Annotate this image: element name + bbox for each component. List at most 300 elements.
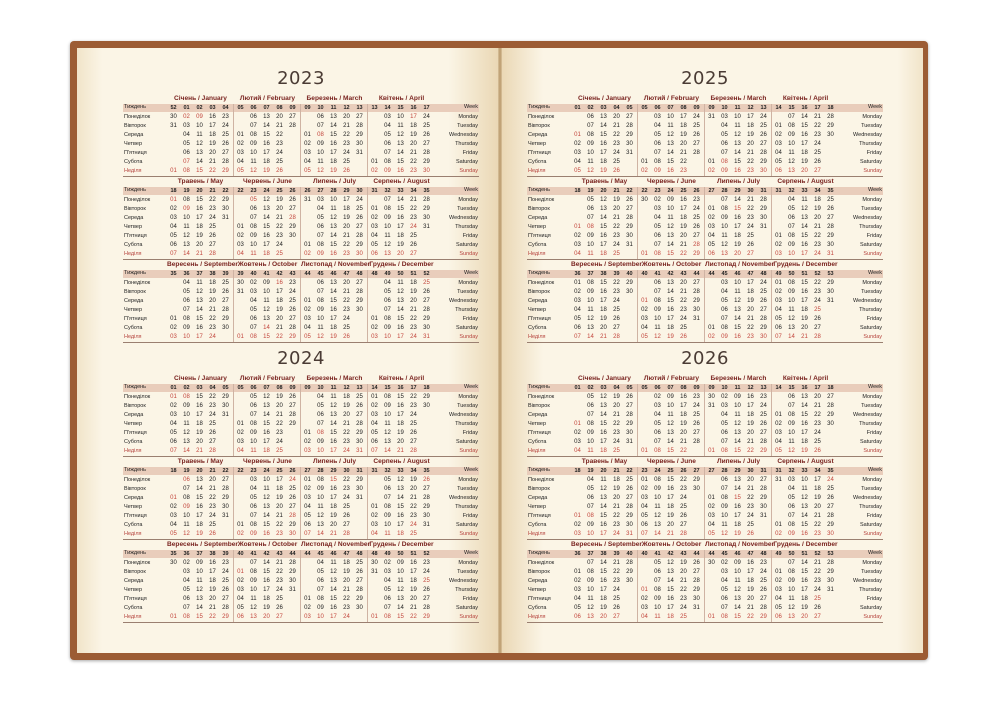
week-number: 09 [708,385,715,391]
calendar-day: 30 [827,289,834,295]
calendar-day: 28 [613,334,620,340]
day-label-ua: Середа [124,495,144,501]
calendar-day: 27 [814,325,821,331]
calendar-day: 23 [276,578,283,584]
calendar-day: 06 [654,233,661,239]
week-number: 39 [613,271,620,277]
calendar-day: 08 [788,123,795,129]
calendar-day: 07 [317,421,324,427]
week-number: 23 [654,188,661,194]
day-label-ua: Понеділок [528,114,555,120]
calendar-day: 30 [371,560,378,566]
calendar-day: 20 [410,596,417,602]
calendar-day: 17 [801,587,808,593]
calendar-day: 09 [721,215,728,221]
calendar-day: 06 [371,439,378,445]
calendar-day: 05 [721,421,728,427]
calendar-day: 10 [196,123,203,129]
month-divider [300,467,301,540]
calendar-day: 15 [397,159,404,165]
calendar-day: 16 [600,289,607,295]
calendar-day: 28 [343,531,350,537]
calendar-day: 04 [654,412,661,418]
calendar-day: 09 [654,307,661,313]
calendar-day: 04 [574,448,581,454]
month-name: Квітень / April [782,375,829,382]
calendar-day: 13 [196,596,203,602]
day-row-thursday [527,306,883,315]
calendar-day: 28 [827,560,834,566]
calendar-day: 08 [587,569,594,575]
calendar-day: 16 [600,522,607,528]
year-title: 2024 [277,348,325,369]
calendar-day: 20 [747,141,754,147]
week-number: 04 [209,385,216,391]
calendar-day: 27 [356,578,363,584]
calendar-day: 16 [801,132,808,138]
week-number: 04 [613,385,620,391]
day-label-ua: Понеділок [528,197,555,203]
calendar-day: 30 [626,289,633,295]
week-number: 07 [667,385,674,391]
calendar-day: 07 [587,412,594,418]
calendar-day: 03 [654,206,661,212]
calendar-day: 22 [209,168,216,174]
calendar-day: 03 [641,495,648,501]
calendar-day: 31 [237,289,244,295]
calendar-day: 14 [734,197,741,203]
week-number: 18 [170,468,177,474]
week-number: 28 [721,468,728,474]
calendar-day: 11 [330,560,337,566]
calendar-day: 11 [801,486,808,492]
calendar-day: 03 [654,114,661,120]
month-header-row [527,177,883,187]
day-label-ua: Понеділок [528,280,555,286]
calendar-day: 26 [814,316,821,322]
week-number-row [527,467,883,475]
calendar-day: 19 [209,289,216,295]
calendar-day: 10 [263,289,270,295]
calendar-day: 04 [641,504,648,510]
calendar-day: 05 [721,132,728,138]
calendar-day: 04 [304,504,311,510]
calendar-day: 24 [410,334,417,340]
calendar-day: 05 [574,316,581,322]
day-label-en: Thursday [859,141,882,147]
calendar-day: 12 [196,289,203,295]
calendar-day: 23 [209,206,216,212]
calendar-day: 06 [587,495,594,501]
calendar-day: 27 [222,298,229,304]
calendar-day: 03 [775,587,782,593]
calendar-day: 23 [276,531,283,537]
calendar-day: 13 [263,504,270,510]
calendar-day: 29 [626,513,633,519]
calendar-day: 16 [263,531,270,537]
calendar-day: 10 [183,215,190,221]
calendar-day: 21 [343,587,350,593]
calendar-day: 22 [747,495,754,501]
calendar-day: 26 [356,403,363,409]
day-row-wednesday [527,577,883,586]
calendar-day: 02 [721,560,728,566]
calendar-day: 31 [423,334,430,340]
calendar-day: 23 [209,325,216,331]
calendar-day: 07 [250,123,257,129]
calendar-day: 04 [775,150,782,156]
week-number: 12 [343,385,350,391]
calendar-day: 25 [747,233,754,239]
day-label-en: Saturday [455,522,478,528]
calendar-day: 23 [760,394,767,400]
day-label-en: Monday [458,477,478,483]
calendar-day: 04 [574,307,581,313]
week-number: 31 [760,468,767,474]
day-label-en: Sunday [459,614,478,620]
calendar-day: 22 [680,251,687,257]
month-name: Лютий / February [643,95,700,102]
calendar-day: 30 [237,280,244,286]
calendar-day: 27 [209,242,216,248]
week-number: 11 [330,385,337,391]
week-number: 49 [384,551,391,557]
day-label-ua: Неділя [528,251,546,257]
calendar-day: 03 [641,605,648,611]
calendar-day: 13 [317,522,324,528]
calendar-day: 05 [183,289,190,295]
calendar-day: 14 [397,150,404,156]
calendar-day: 07 [775,334,782,340]
calendar-day: 24 [209,513,216,519]
month-header-row [527,540,883,550]
week-number: 45 [721,271,728,277]
calendar-day: 18 [600,307,607,313]
calendar-day: 20 [801,325,808,331]
calendar-day: 18 [263,596,270,602]
calendar-day: 06 [250,316,257,322]
calendar-day: 04 [384,123,391,129]
calendar-day: 29 [693,298,700,304]
month-name: Червень / June [647,178,696,185]
week-number: 48 [371,551,378,557]
calendar-day: 05 [304,168,311,174]
calendar-day: 22 [613,280,620,286]
month-divider [637,104,638,177]
calendar-day: 24 [410,522,417,528]
year-title: 2023 [277,68,325,89]
day-label-en: Friday [462,596,478,602]
calendar-day: 01 [641,477,648,483]
day-row-sunday [123,613,479,622]
week-number: 25 [276,188,283,194]
day-row-tuesday [123,402,479,411]
calendar-day: 01 [304,430,311,436]
week-number: 44 [289,551,296,557]
calendar-day: 31 [423,522,430,528]
calendar-day: 13 [734,596,741,602]
week-number: 37 [587,271,594,277]
calendar-day: 11 [734,412,741,418]
quarter-divider [123,342,479,343]
calendar-day: 15 [397,206,404,212]
day-label-ua: Понеділок [124,394,151,400]
day-label-ua: Понеділок [124,280,151,286]
left-page [77,48,499,653]
calendar-day: 12 [196,141,203,147]
calendar-day: 30 [641,197,648,203]
calendar-day: 06 [574,325,581,331]
calendar-day: 17 [410,114,417,120]
calendar-day: 07 [317,587,324,593]
calendar-day: 12 [250,605,257,611]
calendar-day: 24 [276,439,283,445]
week-number: 13 [356,385,363,391]
calendar-day: 27 [289,403,296,409]
calendar-day: 22 [814,233,821,239]
calendar-day: 29 [289,334,296,340]
day-row-friday [527,315,883,324]
calendar-day: 27 [222,477,229,483]
week-number: 21 [209,188,216,194]
month-name: Січень / January [174,95,227,102]
calendar-day: 26 [693,132,700,138]
calendar-day: 23 [680,307,687,313]
month-divider [704,384,705,457]
calendar-day: 21 [343,233,350,239]
calendar-day: 18 [747,412,754,418]
calendar-day: 08 [587,224,594,230]
calendar-day: 18 [343,394,350,400]
calendar-day: 05 [708,531,715,537]
calendar-day: 28 [356,123,363,129]
week-number: 08 [680,105,687,111]
calendar-day: 31 [693,605,700,611]
calendar-day: 27 [626,114,633,120]
calendar-day: 13 [384,439,391,445]
calendar-day: 08 [721,495,728,501]
calendar-day: 30 [423,215,430,221]
week-number: 10 [317,385,324,391]
month-divider [704,187,705,260]
day-label-en: Friday [462,430,478,436]
calendar-day: 25 [814,150,821,156]
calendar-day: 14 [734,486,741,492]
calendar-day: 11 [196,132,203,138]
calendar-day: 17 [330,614,337,620]
year-grid [123,94,479,343]
calendar-day: 20 [343,224,350,230]
calendar-day: 13 [801,215,808,221]
calendar-day: 22 [276,334,283,340]
calendar-day: 14 [801,224,808,230]
calendar-day: 23 [276,233,283,239]
calendar-day: 17 [209,123,216,129]
week-number: 45 [317,271,324,277]
day-label-en: Monday [458,560,478,566]
calendar-day: 26 [289,307,296,313]
calendar-day: 28 [693,289,700,295]
month-header-row [123,374,479,384]
month-name: Липень / July [312,178,357,185]
calendar-day: 13 [183,242,190,248]
day-label-en: Thursday [455,224,478,230]
calendar-day: 22 [343,477,350,483]
week-label-ua: Тиждень [124,384,147,390]
calendar-day: 14 [788,334,795,340]
calendar-day: 13 [600,403,607,409]
calendar-day: 28 [760,605,767,611]
calendar-day: 19 [330,334,337,340]
calendar-day: 09 [788,242,795,248]
quarter-divider [527,342,883,343]
calendar-quarter [123,540,479,623]
month-name: Березень / March [306,95,363,102]
calendar-day: 20 [747,596,754,602]
calendar-day: 27 [222,596,229,602]
calendar-day: 16 [667,486,674,492]
calendar-day: 21 [747,605,754,611]
day-label-ua: Вівторок [528,206,550,212]
right-page [501,48,923,653]
calendar-day: 14 [667,439,674,445]
calendar-day: 06 [788,504,795,510]
calendar-day: 24 [356,197,363,203]
calendar-day: 24 [613,150,620,156]
calendar-day: 23 [343,605,350,611]
calendar-day: 31 [827,298,834,304]
month-name: Січень / January [578,95,631,102]
day-label-ua: Середа [124,298,144,304]
calendar-day: 23 [680,596,687,602]
calendar-day: 30 [760,168,767,174]
calendar-day: 04 [371,421,378,427]
calendar-day: 06 [384,596,391,602]
day-label-ua: Четвер [528,587,547,593]
week-number: 46 [330,551,337,557]
calendar-day: 24 [276,587,283,593]
calendar-day: 02 [304,307,311,313]
calendar-day: 23 [343,251,350,257]
calendar-day: 17 [410,569,417,575]
calendar-day: 09 [734,394,741,400]
week-number: 40 [641,551,648,557]
week-number: 05 [237,105,244,111]
week-number: 34 [814,188,821,194]
calendar-day: 12 [263,394,270,400]
calendar-day: 13 [667,141,674,147]
calendar-day: 26 [760,421,767,427]
calendar-day: 10 [734,280,741,286]
calendar-day: 24 [613,298,620,304]
week-number: 44 [304,271,311,277]
calendar-day: 21 [747,486,754,492]
week-number: 39 [237,271,244,277]
week-number: 24 [667,188,674,194]
calendar-day: 01 [641,159,648,165]
calendar-day: 03 [574,531,581,537]
calendar-day: 18 [276,486,283,492]
calendar-day: 13 [397,141,404,147]
calendar-day: 28 [423,495,430,501]
calendar-day: 15 [196,495,203,501]
calendar-day: 14 [330,421,337,427]
calendar-day: 16 [397,168,404,174]
calendar-day: 10 [734,114,741,120]
calendar-day: 04 [237,448,244,454]
week-label-ua: Тиждень [124,467,147,473]
calendar-day: 29 [356,477,363,483]
calendar-day: 22 [410,159,417,165]
calendar-day: 19 [613,394,620,400]
week-number: 20 [196,468,203,474]
day-row-friday [527,429,883,438]
calendar-quarter [527,374,883,457]
calendar-day: 05 [304,334,311,340]
week-number: 13 [760,385,767,391]
month-divider [233,187,234,260]
calendar-day: 30 [760,215,767,221]
day-label-en: Friday [866,233,882,239]
calendar-day: 19 [196,531,203,537]
calendar-day: 09 [654,596,661,602]
calendar-day: 08 [654,448,661,454]
day-label-en: Saturday [455,159,478,165]
calendar-day: 30 [222,206,229,212]
calendar-day: 25 [222,132,229,138]
calendar-day: 26 [626,197,633,203]
week-number: 36 [183,271,190,277]
calendar-day: 11 [587,596,594,602]
month-name: Вересень / September [167,541,238,548]
calendar-day: 18 [747,289,754,295]
day-label-ua: Четвер [124,141,143,147]
week-number: 16 [410,105,417,111]
calendar-day: 15 [801,233,808,239]
month-name: Червень / June [647,458,696,465]
week-number: 14 [775,385,782,391]
calendar-day: 03 [237,150,244,156]
calendar-day: 14 [734,605,741,611]
week-number: 27 [693,468,700,474]
calendar-day: 28 [626,215,633,221]
calendar-day: 21 [814,224,821,230]
day-row-sunday [123,530,479,539]
calendar-day: 14 [734,150,741,156]
day-label-en: Sunday [459,251,478,257]
calendar-day: 01 [574,513,581,519]
week-number: 35 [827,468,834,474]
calendar-day: 08 [721,614,728,620]
calendar-day: 07 [250,412,257,418]
day-label-en: Tuesday [457,486,478,492]
calendar-day: 18 [814,486,821,492]
calendar-day: 05 [317,569,324,575]
calendar-day: 18 [209,132,216,138]
week-number: 17 [814,105,821,111]
calendar-day: 10 [788,587,795,593]
calendar-day: 03 [237,587,244,593]
calendar-day: 02 [641,307,648,313]
calendar-day: 16 [209,114,216,120]
calendar-day: 16 [263,141,270,147]
day-label-en: Thursday [455,421,478,427]
calendar-day: 01 [708,159,715,165]
calendar-day: 01 [170,316,177,322]
calendar-day: 03 [721,569,728,575]
calendar-day: 12 [600,197,607,203]
calendar-day: 07 [654,439,661,445]
